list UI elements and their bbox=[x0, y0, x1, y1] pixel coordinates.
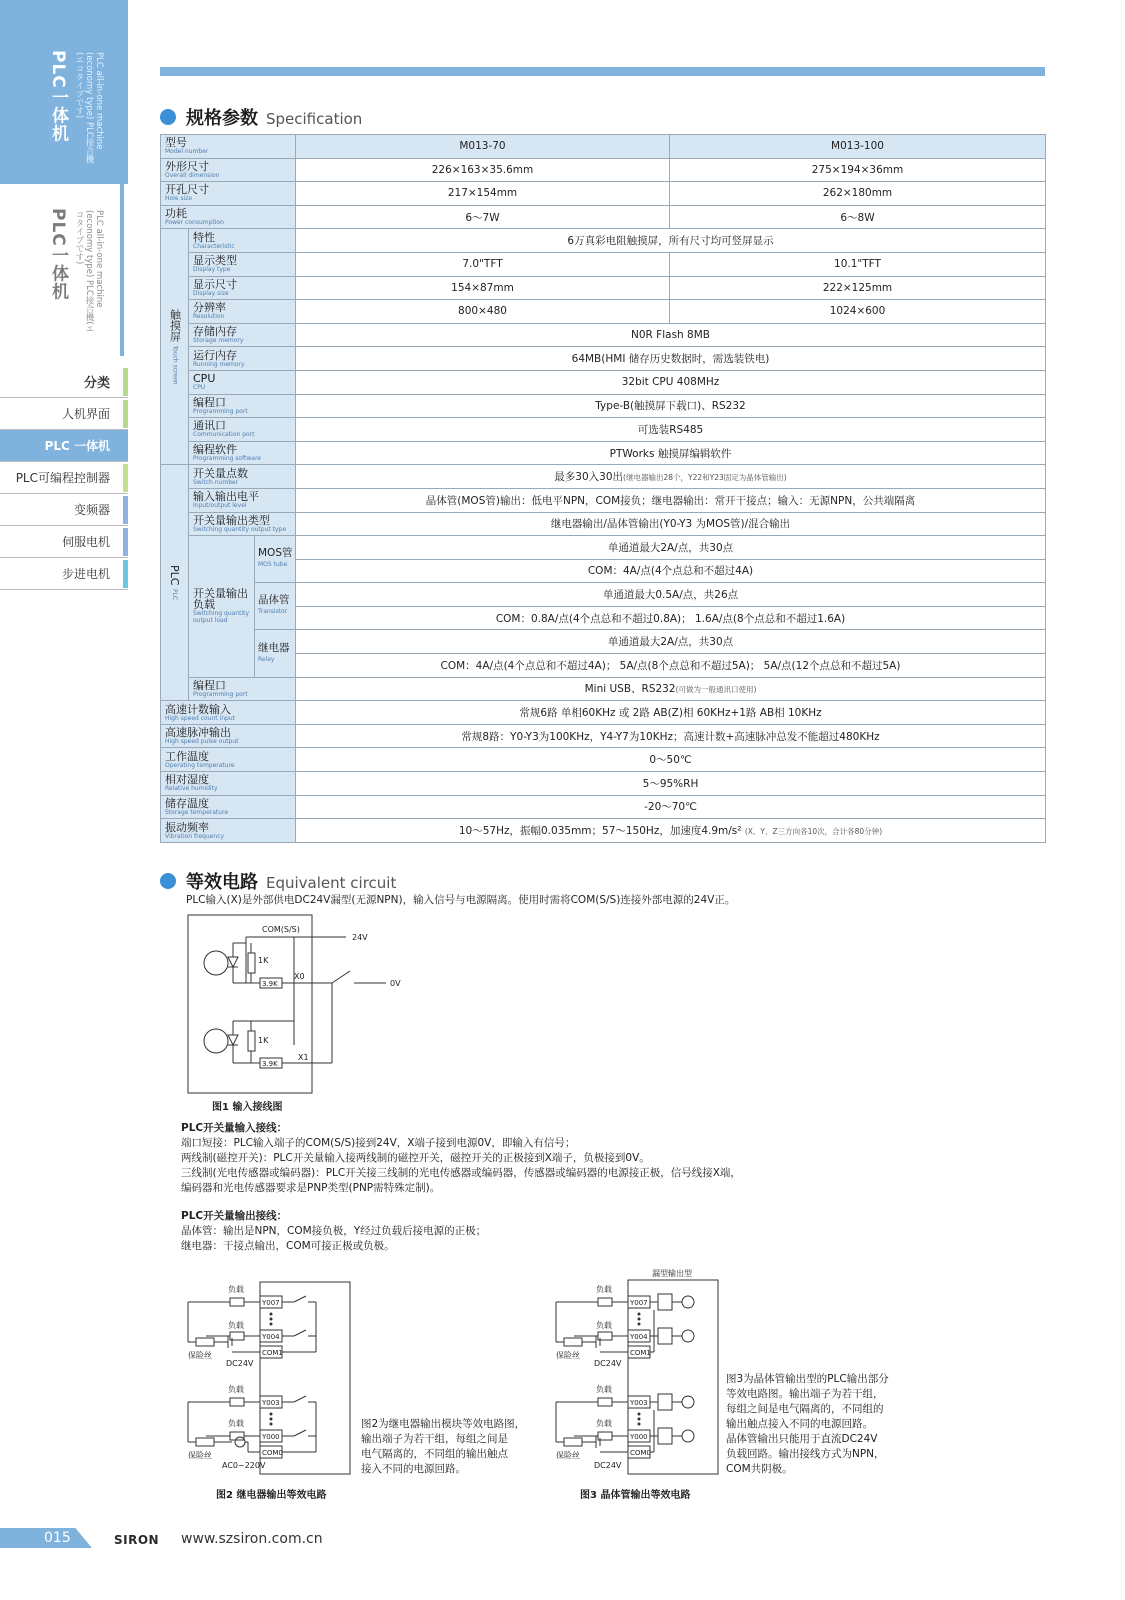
plc-group-label: PLC PLC bbox=[161, 465, 189, 701]
nav-color-bar bbox=[123, 432, 128, 460]
spec-value: -20～70℃ bbox=[296, 795, 1046, 819]
spec-value: N0R Flash 8MB bbox=[296, 323, 1046, 347]
nav-color-bar bbox=[123, 528, 128, 556]
circuit-title-en: Equivalent circuit bbox=[266, 874, 397, 892]
fig3-com1-label: COM1 bbox=[630, 1349, 651, 1357]
spec-value: 6万真彩电阻触摸屏，所有尺寸均可竖屏显示 bbox=[296, 229, 1046, 253]
fig3-com0-label: COM0 bbox=[630, 1449, 651, 1457]
spec-value: 单通道最大2A/点，共30点 bbox=[296, 536, 1046, 560]
input-wiring-line: 三线制(光电传感器或编码器)：PLC开关接三线制的光电传感器或编码器，传感器或编码器的电源接正极，信号线接X端， bbox=[181, 1167, 741, 1179]
fig2-ac-label: AC0~220V bbox=[222, 1461, 266, 1470]
spec-value: 10.1"TFT bbox=[670, 252, 1046, 276]
sidebar-nav bbox=[0, 366, 128, 590]
sidebar-item-stepper[interactable] bbox=[0, 558, 128, 590]
table-row bbox=[161, 370, 1046, 394]
touch-screen-group-label: 触摸屏 Touch screen bbox=[161, 229, 189, 465]
nav-color-bar bbox=[123, 464, 128, 492]
spec-label: 高速脉冲输出 High speed pulse output bbox=[161, 724, 296, 748]
input-wiring-line: 编码器和光电传感器要求是PNP类型(PNP需特殊定制)。 bbox=[181, 1182, 441, 1194]
nav-color-bar bbox=[123, 368, 128, 396]
spec-value: COM：4A/点(4个点总和不超过4A) bbox=[296, 559, 1046, 583]
sidebar-item-label: PLC 一体机 bbox=[44, 439, 110, 453]
spec-label: 编程软件 Programming software bbox=[189, 441, 296, 465]
footer-url[interactable]: www.szsiron.com.cn bbox=[181, 1531, 323, 1547]
table-row bbox=[161, 512, 1046, 536]
spec-value: 继电器输出/晶体管输出(Y0-Y3 为MOS管)/混合输出 bbox=[296, 512, 1046, 536]
fig2-com1-label: COM1 bbox=[262, 1349, 283, 1357]
fig3-y004-label: Y004 bbox=[630, 1333, 648, 1341]
table-row bbox=[161, 394, 1046, 418]
spec-value: 晶体管(MOS管)输出：低电平NPN，COM接负；继电器输出：常开干接点；输入：无源NPN，公共端隔离 bbox=[296, 488, 1046, 512]
table-row bbox=[161, 465, 1046, 489]
spec-value: 7.0"TFT bbox=[296, 252, 670, 276]
output-wiring-title: PLC开关量输出接线： bbox=[181, 1210, 288, 1222]
spec-value: 5～95%RH bbox=[296, 772, 1046, 796]
output-wiring-line: 晶体管：输出是NPN，COM接负极，Y经过负载后接电源的正极； bbox=[181, 1225, 487, 1237]
spec-label: 通讯口 Communication port bbox=[189, 418, 296, 442]
table-row bbox=[161, 158, 1046, 182]
fig2-load-label: 负载 bbox=[228, 1385, 244, 1394]
sidebar-item-inverter[interactable] bbox=[0, 494, 128, 526]
table-row bbox=[161, 300, 1046, 324]
fig2-fuse-label: 保险丝 bbox=[188, 1351, 212, 1360]
bullet-icon bbox=[160, 109, 176, 125]
input-wiring-diagram bbox=[186, 913, 426, 1095]
spec-value: 0～50℃ bbox=[296, 748, 1046, 772]
spec-value: 32bit CPU 408MHz bbox=[296, 370, 1046, 394]
fig3-load-label: 负载 bbox=[596, 1285, 612, 1294]
sidebar-category-tab-active[interactable] bbox=[0, 0, 128, 184]
spec-label: 运行内存 Running memory bbox=[189, 347, 296, 371]
table-row bbox=[161, 418, 1046, 442]
fig2-y004-label: Y004 bbox=[262, 1333, 280, 1341]
fig2-fuse-label: 保险丝 bbox=[188, 1451, 212, 1460]
table-row bbox=[161, 229, 1046, 253]
spec-value: 1024×600 bbox=[670, 300, 1046, 324]
table-row bbox=[161, 630, 1046, 654]
spec-value: 单通道最大2A/点，共30点 bbox=[296, 630, 1046, 654]
table-row bbox=[161, 583, 1046, 607]
fig1-x0-label: X0 bbox=[294, 972, 305, 981]
spec-value: 6～8W bbox=[670, 205, 1046, 229]
nav-color-bar bbox=[123, 560, 128, 588]
spec-label: 外形尺寸 Overall dimension bbox=[161, 158, 296, 182]
spec-label: 编程口 Programming port bbox=[189, 677, 296, 701]
sidebar-item-plc[interactable] bbox=[0, 462, 128, 494]
spec-value: 常规6路 单相60KHz 或 2路 AB(Z)相 60KHz+1路 AB相 10KHz bbox=[296, 701, 1046, 725]
spec-value: Mini USB、RS232(可做为一般通讯口使用) bbox=[296, 677, 1046, 701]
fig1-1k-label: 1K bbox=[258, 956, 269, 965]
fig2-y007-label: Y007 bbox=[262, 1299, 280, 1307]
spec-value: 单通道最大0.5A/点，共26点 bbox=[296, 583, 1046, 607]
table-row bbox=[161, 772, 1046, 796]
fig3-fuse-label: 保险丝 bbox=[556, 1351, 580, 1360]
spec-label: 开孔尺寸 Hole size bbox=[161, 182, 296, 206]
spec-title-cn: 规格参数 bbox=[186, 108, 258, 129]
fig3-y007-label: Y007 bbox=[630, 1299, 648, 1307]
table-row bbox=[161, 276, 1046, 300]
fig1-caption: 图1 输入接线图 bbox=[212, 1102, 283, 1113]
table-row bbox=[161, 677, 1046, 701]
fig3-note: 图3为晶体管输出型的PLC输出部分 等效电路图。输出端子为若干组， 每组之间是电气隔离的，不同组的 输出触点接入不同的电源回路。 晶体管输出只能用于直流DC24V 负载回路。输出接线方式为NPN， COM共阴极。 bbox=[726, 1373, 889, 1475]
header-bar bbox=[160, 67, 1045, 76]
fig2-load-label: 负载 bbox=[228, 1321, 244, 1330]
spec-value: 217×154mm bbox=[296, 182, 670, 206]
spec-sublabel: 晶体管 Transistor bbox=[255, 583, 296, 630]
sidebar-item-label: 变频器 bbox=[73, 503, 110, 517]
fig2-caption: 图2 继电器输出等效电路 bbox=[216, 1490, 327, 1501]
input-wiring-title: PLC开关量输入接线： bbox=[181, 1122, 288, 1134]
sidebar-tab-title: PLC一体机 bbox=[48, 50, 68, 143]
spec-value: 常规8路：Y0-Y3为100KHz，Y4-Y7为10KHz；高速计数+高速脉冲总发不能超过480KHz bbox=[296, 724, 1046, 748]
spec-label: 输入输出电平 Input/output level bbox=[189, 488, 296, 512]
spec-label: 相对湿度 Relative humidity bbox=[161, 772, 296, 796]
sidebar-item-label: 伺服电机 bbox=[61, 535, 110, 549]
fig3-y000-label: Y000 bbox=[630, 1433, 648, 1441]
table-row bbox=[161, 182, 1046, 206]
spec-value: Type-B(触摸屏下载口)、RS232 bbox=[296, 394, 1046, 418]
table-row bbox=[161, 347, 1046, 371]
fig1-1k-label: 1K bbox=[258, 1036, 269, 1045]
fig3-dc-label: DC24V bbox=[594, 1359, 622, 1368]
fig3-top-label: 漏型输出型 bbox=[652, 1269, 692, 1278]
spec-label: 振动频率 Vibration frequency bbox=[161, 819, 296, 843]
table-row bbox=[161, 748, 1046, 772]
fig1-24v-label: 24V bbox=[352, 933, 368, 942]
table-row bbox=[161, 205, 1046, 229]
table-row bbox=[161, 701, 1046, 725]
fig2-load-label: 负载 bbox=[228, 1285, 244, 1294]
spec-value: 275×194×36mm bbox=[670, 158, 1046, 182]
spec-value: 222×125mm bbox=[670, 276, 1046, 300]
spec-value: M013-100 bbox=[670, 135, 1046, 159]
fig3-load-label: 负载 bbox=[596, 1321, 612, 1330]
spec-value: PTWorks 触摸屏编辑软件 bbox=[296, 441, 1046, 465]
spec-label: 分辨率 Resolution bbox=[189, 300, 296, 324]
circuit-title-cn: 等效电路 bbox=[186, 872, 258, 893]
output-wiring-line: 继电器：干接点输出，COM可接正极或负极。 bbox=[181, 1240, 395, 1252]
fig1-x1-label: X1 bbox=[298, 1053, 309, 1062]
spec-value: 800×480 bbox=[296, 300, 670, 324]
circuit-intro: PLC输入(X)是外部供电DC24V漏型(无源NPN)，输入信号与电源隔离。使用时需将COM(S/S)连接外部电源的24V正。 bbox=[186, 894, 736, 906]
sidebar-tab-title: PLC一体机 bbox=[48, 208, 68, 301]
spec-label: 开关量点数 Switch number bbox=[189, 465, 296, 489]
nav-heading-label: 分类 bbox=[83, 376, 110, 391]
fig3-dc-label: DC24V bbox=[594, 1461, 622, 1470]
sidebar-item-label: PLC可编程控制器 bbox=[15, 471, 110, 485]
table-row bbox=[161, 135, 1046, 159]
output-wiring-text bbox=[181, 1209, 486, 1254]
relay-output-diagram bbox=[182, 1280, 354, 1476]
fig1-0v-label: 0V bbox=[390, 979, 401, 988]
input-wiring-line: 两线制(磁控开关)：PLC开关量输入接两线制的磁控开关，磁控开关的正极接到X端子，负极接到0V。 bbox=[181, 1152, 650, 1164]
spec-title-en: Specification bbox=[266, 110, 363, 128]
spec-sublabel: 继电器 Relay bbox=[255, 630, 296, 677]
fig2-y000-label: Y000 bbox=[262, 1433, 280, 1441]
transistor-output-diagram bbox=[550, 1266, 722, 1476]
fig2-load-label: 负载 bbox=[228, 1419, 244, 1428]
spec-sublabel: MOS管 MOS tube bbox=[255, 536, 296, 583]
spec-label: 显示类型 Display type bbox=[189, 252, 296, 276]
spec-label: 储存温度 Storage temperature bbox=[161, 795, 296, 819]
spec-value: 64MB(HMI 储存历史数据时，需选装铁电) bbox=[296, 347, 1046, 371]
spec-table bbox=[160, 134, 1046, 843]
spec-value: 可选装RS485 bbox=[296, 418, 1046, 442]
page-number: 015 bbox=[44, 1530, 71, 1546]
spec-label: 编程口 Programming port bbox=[189, 394, 296, 418]
spec-heading bbox=[160, 104, 362, 130]
bullet-icon bbox=[160, 873, 176, 889]
sidebar-tab-subtitle: PLC all-in-one machine (economy type) PLC接合機(エコタイプです) bbox=[74, 52, 104, 164]
nav-color-bar bbox=[123, 496, 128, 524]
table-row bbox=[161, 819, 1046, 843]
sidebar-item-label: 步进电机 bbox=[61, 567, 110, 581]
fig3-load-label: 负载 bbox=[596, 1419, 612, 1428]
input-wiring-text bbox=[181, 1121, 741, 1196]
fig3-fuse-label: 保险丝 bbox=[556, 1451, 580, 1460]
fig2-com0-label: COM0 bbox=[262, 1449, 283, 1457]
spec-value: COM：4A/点(4个点总和不超过4A)； 5A/点(8个点总和不超过5A)； 5A/点(12个点总和不超过5A) bbox=[296, 654, 1046, 678]
table-row bbox=[161, 536, 1046, 560]
spec-value: 6～7W bbox=[296, 205, 670, 229]
spec-label: 显示尺寸 Display size bbox=[189, 276, 296, 300]
fig1-com-label: COM(S/S) bbox=[262, 925, 300, 934]
sidebar-item-servo[interactable] bbox=[0, 526, 128, 558]
fig2-note: 图2为继电器输出模块等效电路图， 输出端子为若干组，每组之间是 电气隔离的，不同组的输出触点 接入不同的电源回路。 bbox=[361, 1418, 526, 1475]
spec-label: 开关量输出负载 Switching quantity output load bbox=[189, 536, 255, 678]
spec-value: 154×87mm bbox=[296, 276, 670, 300]
spec-label: 特性 Characteristic bbox=[189, 229, 296, 253]
sidebar-item-plc-all-in-one[interactable] bbox=[0, 430, 128, 462]
sidebar-tab-subtitle: PLC all-in-one machine (economy type) PLC接合機(エコタイプです) bbox=[74, 210, 104, 334]
fig3-load-label: 负载 bbox=[596, 1385, 612, 1394]
table-row bbox=[161, 252, 1046, 276]
spec-value: 262×180mm bbox=[670, 182, 1046, 206]
fig3-y003-label: Y003 bbox=[630, 1399, 648, 1407]
spec-value: 10～57Hz，振幅0.035mm；57～150Hz，加速度4.9m/s² (X、Y、Z三方向各10次，合计各80分钟) bbox=[296, 819, 1046, 843]
sidebar-item-hmi[interactable] bbox=[0, 398, 128, 430]
table-row bbox=[161, 795, 1046, 819]
spec-label: CPU CPU bbox=[189, 370, 296, 394]
table-row bbox=[161, 724, 1046, 748]
spec-label: 功耗 Power consumption bbox=[161, 205, 296, 229]
spec-value: 226×163×35.6mm bbox=[296, 158, 670, 182]
table-row bbox=[161, 441, 1046, 465]
table-row bbox=[161, 488, 1046, 512]
nav-color-bar bbox=[123, 400, 128, 428]
spec-value: COM：0.8A/点(4个点总和不超过0.8A)； 1.6A/点(8个点总和不超过1.6A) bbox=[296, 606, 1046, 630]
input-wiring-line: 端口短接：PLC输入端子的COM(S/S)接到24V，X端子接到电源0V，即输入有信号； bbox=[181, 1137, 576, 1149]
sidebar-category-tab[interactable] bbox=[0, 184, 124, 356]
fig1-3k9-label: 3.9K bbox=[262, 980, 278, 988]
spec-label: 存储内存 Storage memory bbox=[189, 323, 296, 347]
circuit-heading bbox=[160, 868, 396, 894]
spec-value: M013-70 bbox=[296, 135, 670, 159]
fig1-3k9-label: 3.9K bbox=[262, 1060, 278, 1068]
fig2-dc-label: DC24V bbox=[226, 1359, 254, 1368]
spec-label: 开关量输出类型 Switching quantity output type bbox=[189, 512, 296, 536]
brand-logo: SIRON bbox=[114, 1533, 160, 1547]
fig3-caption: 图3 晶体管输出等效电路 bbox=[580, 1490, 691, 1501]
fig2-y003-label: Y003 bbox=[262, 1399, 280, 1407]
sidebar-item-label: 人机界面 bbox=[61, 407, 110, 421]
spec-label: 工作温度 Operating temperature bbox=[161, 748, 296, 772]
spec-label: 型号 Model number bbox=[161, 135, 296, 159]
spec-value: 最多30入30出(继电器输出28个，Y22和Y23固定为晶体管输出) bbox=[296, 465, 1046, 489]
table-row bbox=[161, 323, 1046, 347]
sidebar-nav-heading bbox=[0, 366, 128, 398]
spec-label: 高速计数输入 High speed count input bbox=[161, 701, 296, 725]
